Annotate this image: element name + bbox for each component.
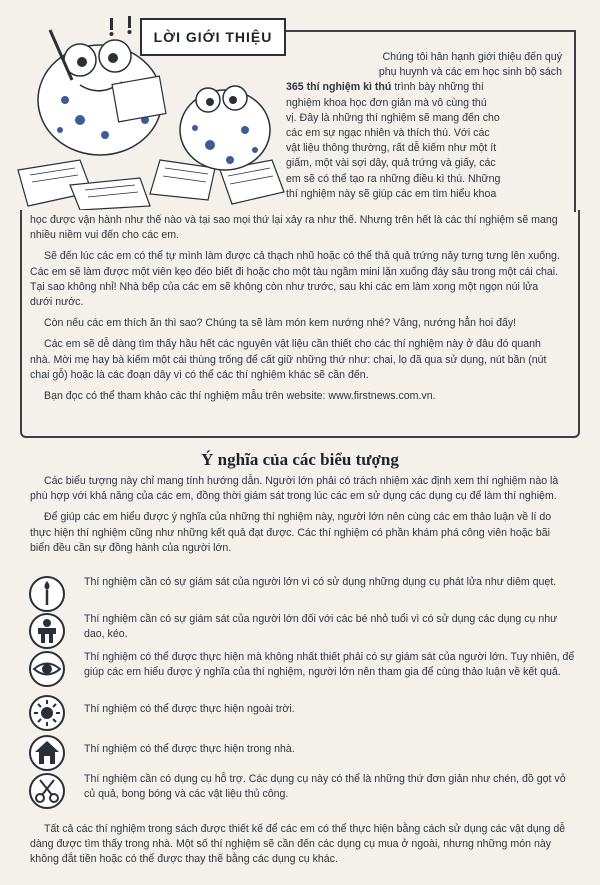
- intro-paragraph: học được vận hành như thế nào và tại sao mọi thứ lại xảy ra như thế. Nhưng trên hết là các thí nghiệm sẽ mang nhiều niềm vui đến cho các em.: [30, 214, 558, 242]
- match-fire-icon: [28, 575, 66, 613]
- intro-line: nghiệm khoa học đơn giản mà vô cùng thú: [286, 96, 487, 109]
- intro-line: thí nghiệm này sẽ giúp các em tìm hiểu khoa: [286, 187, 497, 200]
- symbol-description: Thí nghiệm cần có sự giám sát của người lớn vì có sử dụng những dụng cụ phát lửa như diêm quẹt.: [84, 576, 557, 588]
- intro-line: giấm, một vài sợi dây, quả trứng và giấy, các: [286, 157, 496, 170]
- eye-icon: [28, 650, 66, 688]
- symbols-intro: [30, 474, 570, 556]
- intro-line: em sẽ có thể tạo ra những điều kì thú. Những: [286, 172, 501, 185]
- symbols-paragraph: Các biểu tượng này chỉ mang tính hướng dẫn. Người lớn phải có trách nhiệm xác định xem thí nghiệm nào là phù hợp với khả năng của các em, đồng thời giám sát trong lúc các em sử dụng các dụng cụ để làm thí nghiệm.: [30, 475, 559, 503]
- symbol-item: [28, 612, 576, 650]
- symbols-title: Ý nghĩa của các biểu tượng: [201, 450, 399, 469]
- book-name: 365 thí nghiệm kì thú: [286, 81, 392, 94]
- creature-right: [180, 86, 270, 170]
- intro-line: phụ huynh và các em học sinh bộ sách: [378, 66, 562, 79]
- intro-body: [30, 213, 560, 407]
- closing-paragraph: Tất cả các thí nghiệm trong sách được thiết kế để các em có thể thực hiện bằng cách sử dụng các vật dụng dễ dàng được tìm thấy trong nhà. Một số thí nghiệm sẽ cần đến các dụng cụ mua ở ngoài, nhưng những món này không đắt tiền hoặc có thể được thay thế bằng các dụng cụ khác.: [30, 823, 566, 866]
- symbol-item: [28, 772, 576, 810]
- symbols-paragraph: Để giúp các em hiểu được ý nghĩa của những thí nghiệm này, người lớn nên cùng các em thảo luận về lí do thực hiện thí nghiệm cũng như những kết quả đạt được. Các thí nghiệm có phần khám phá công viên hoặc bãi biển đều cần sự đồng hành của người lớn.: [30, 511, 552, 554]
- symbol-item: [28, 575, 576, 613]
- intro-column: [286, 50, 562, 202]
- intro-paragraph: Sẽ đến lúc các em có thể tự mình làm được cả thạch nhũ hoặc có thể thả quả trứng nảy tưng tưng lên xuống. Các em sẽ làm được một viên kẹo đéo biết đi hoặc cho một tàu ngầm mini lặn xuống đáy sâu trong một cái chai. Tại sao không nhỉ! Nhà bếp của các em sẽ không còn như trước, sau khi các em làm xong một ngọn núi lửa dưới nước.: [30, 250, 560, 309]
- scissors-icon: [28, 772, 66, 810]
- symbol-description: Thí nghiệm có thể được thực hiện trong nhà.: [84, 743, 295, 755]
- symbol-item: [28, 650, 576, 688]
- intro-website: Bạn đọc có thể tham khảo các thí nghiệm mẫu trên website: www.firstnews.com.vn.: [44, 390, 436, 403]
- symbol-description: Thí nghiệm cần có dụng cụ hỗ trợ. Các dụng cụ này có thể là những thứ đơn giản như chén, đồ gọt vỏ củ quả, bong bóng và các vật liệu thủ công.: [84, 773, 566, 801]
- intro-title: LỜI GIỚI THIỆU: [140, 18, 286, 56]
- frame-border: [574, 30, 576, 212]
- intro-paragraph: Các em sẽ dễ dàng tìm thấy hầu hết các nguyên vật liệu cần thiết cho các thí nghiệm này ở đâu đó quanh nhà. Mời mẹ hay bà kiếm một cái thùng trống để cất giữ những thứ như: chai, lọ đã qua sử dụng, nút bần (nút chai gỗ) hoặc là các đoạn dây vì có thể các thí nghiệm khác sẽ cần đến.: [30, 338, 547, 381]
- intro-line: các em sự ngạc nhiên và thích thú. Với các: [286, 127, 490, 140]
- symbol-description: Thí nghiệm cần có sự giám sát của người lớn đối với các bé nhỏ tuổi vì có sử dụng các dụng cụ như dao, kéo.: [84, 613, 558, 641]
- intro-line: vị. Đây là những thí nghiệm sẽ mang đến cho: [286, 111, 500, 124]
- intro-line: vật liệu thông thường, rất dễ kiếm như một ít: [286, 142, 497, 155]
- symbol-description: Thí nghiệm có thể được thực hiện mà không nhất thiết phải có sự giám sát của người lớn. Tuy nhiên, để giúp các em hiểu được ý nghĩa của thí nghiệm, người lớn nên tham gia để cùng thảo luận về kết quả.: [84, 651, 575, 679]
- intro-paragraph: Còn nếu các em thích ăn thì sao? Chúng ta sẽ làm món kem nướng nhé? Vâng, nướng hẳn hoi đấy!: [44, 317, 517, 330]
- symbol-item: [28, 734, 576, 772]
- symbol-item: [28, 694, 576, 732]
- symbols-closing: [30, 822, 570, 868]
- intro-line: Chúng tôi hân hạnh giới thiệu đến quý: [382, 51, 562, 63]
- symbol-description: Thí nghiệm có thể được thực hiện ngoài trời.: [84, 703, 295, 715]
- frame-border: [285, 30, 576, 32]
- intro-line: 365 thí nghiệm kì thú trình bày những thí: [286, 81, 484, 94]
- house-icon: [28, 734, 66, 772]
- sun-icon: [28, 694, 66, 732]
- child-supervision-icon: [28, 612, 66, 650]
